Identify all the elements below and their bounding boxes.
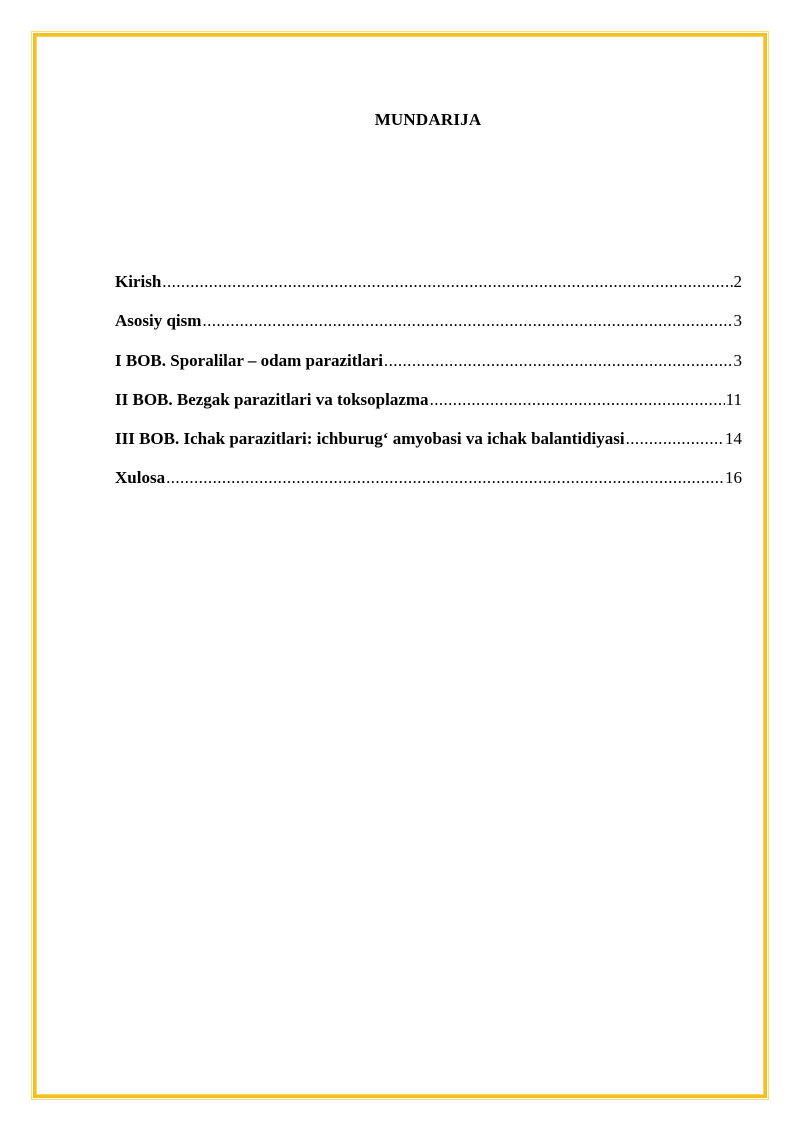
toc-entry-title: Kirish (115, 272, 162, 291)
toc-page-number: 2 (733, 272, 742, 291)
table-of-contents (115, 272, 742, 508)
toc-page-number: 3 (733, 311, 742, 331)
toc-entry-title: Asosiy qism (115, 311, 202, 331)
toc-entry-xulosa[interactable] (115, 468, 742, 507)
page-border (33, 33, 767, 1098)
toc-entry-title: III BOB. Ichak parazitlari: ichburug‘ amyobasi va ichak balantidiyasi (115, 429, 625, 449)
toc-entry-chapter-2[interactable] (115, 390, 742, 429)
toc-dot-leader (162, 272, 732, 292)
toc-dot-leader (384, 351, 733, 371)
toc-entry-chapter-3[interactable] (115, 429, 742, 468)
toc-page-number: 3 (733, 350, 742, 370)
toc-page-number: 16 (725, 468, 742, 488)
toc-entry-title: Xulosa (115, 468, 166, 488)
toc-dot-leader (202, 311, 732, 331)
toc-dot-leader (626, 429, 724, 449)
toc-entry-title: II BOB. Bezgak parazitlari va toksoplazma (115, 389, 429, 409)
toc-page-number: 11 (725, 389, 742, 409)
toc-dot-leader (166, 468, 724, 488)
toc-entry-asosiy-qism[interactable] (115, 311, 742, 350)
toc-page-number: 14 (725, 429, 742, 449)
toc-dot-leader (430, 390, 725, 410)
toc-entry-kirish[interactable] (115, 272, 742, 311)
toc-entry-chapter-1[interactable] (115, 351, 742, 390)
page-title: MUNDARIJA (374, 110, 482, 129)
toc-entry-title: I BOB. Sporalilar – odam parazitlari (115, 350, 383, 370)
